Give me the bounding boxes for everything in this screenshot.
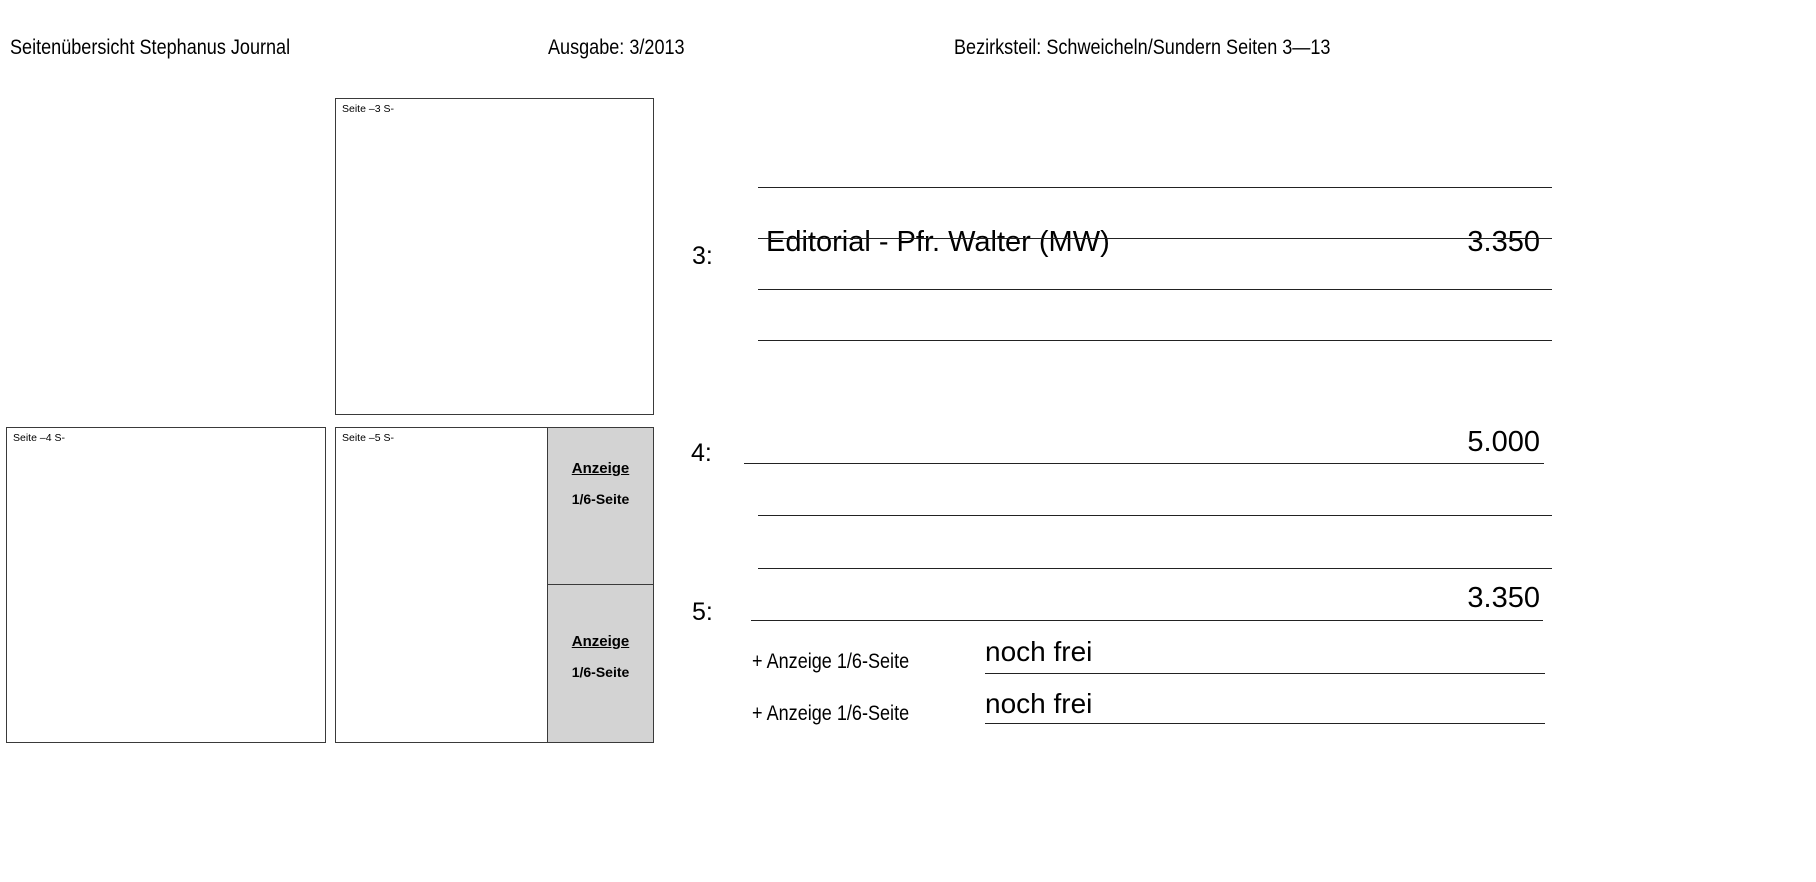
page-5-amount: 3.350 [1467, 582, 1540, 614]
page-4-number: 4: [691, 439, 712, 467]
plan-rule [758, 187, 1552, 188]
ad-slot-top-title: Anzeige [571, 460, 630, 477]
page-5-number: 5: [692, 598, 713, 626]
ad-line-1-label: + Anzeige 1/6-Seite [752, 650, 910, 673]
ad-line-1 [752, 650, 935, 674]
ad-line-1-status: noch frei [985, 636, 1093, 667]
page-3-amount: 3.350 [1467, 226, 1540, 258]
plan-rule [744, 463, 1544, 464]
issue-label: Ausgabe: 3/2013 [548, 36, 685, 59]
page-3-label: Seite –3 S- [342, 103, 394, 115]
plan-rule [758, 289, 1552, 290]
page-3-thumbnail [335, 98, 654, 415]
ad-slot-top-size: 1/6-Seite [571, 491, 630, 507]
ad-slot-bottom [547, 585, 653, 742]
plan-rule [751, 620, 1543, 621]
page-3-number: 3: [692, 242, 713, 270]
document-title: Seitenübersicht Stephanus Journal [10, 36, 291, 59]
ad-line-2-status: noch frei [985, 688, 1093, 719]
page-4-amount: 5.000 [1467, 426, 1540, 458]
plan-rule [758, 238, 1552, 239]
ad-slot-bottom-size: 1/6-Seite [571, 664, 630, 680]
page-5-thumbnail [335, 427, 654, 743]
plan-rule [758, 340, 1552, 341]
page-3-entry: Editorial - Pfr. Walter (MW) [766, 226, 1110, 258]
page-4-label: Seite –4 S- [13, 432, 65, 444]
ad-line-2-label: + Anzeige 1/6-Seite [752, 702, 910, 725]
district-label: Bezirksteil: Schweicheln/Sundern Seiten 3—13 [954, 36, 1331, 59]
plan-rule [985, 673, 1545, 674]
page-5-label: Seite –5 S- [342, 432, 394, 444]
plan-rule [758, 515, 1552, 516]
ad-slot-top [547, 428, 653, 585]
plan-rule [985, 723, 1545, 724]
ad-slot-bottom-title: Anzeige [571, 633, 630, 650]
ad-line-2 [752, 702, 935, 726]
plan-rule [758, 568, 1552, 569]
page-4-thumbnail [6, 427, 326, 743]
